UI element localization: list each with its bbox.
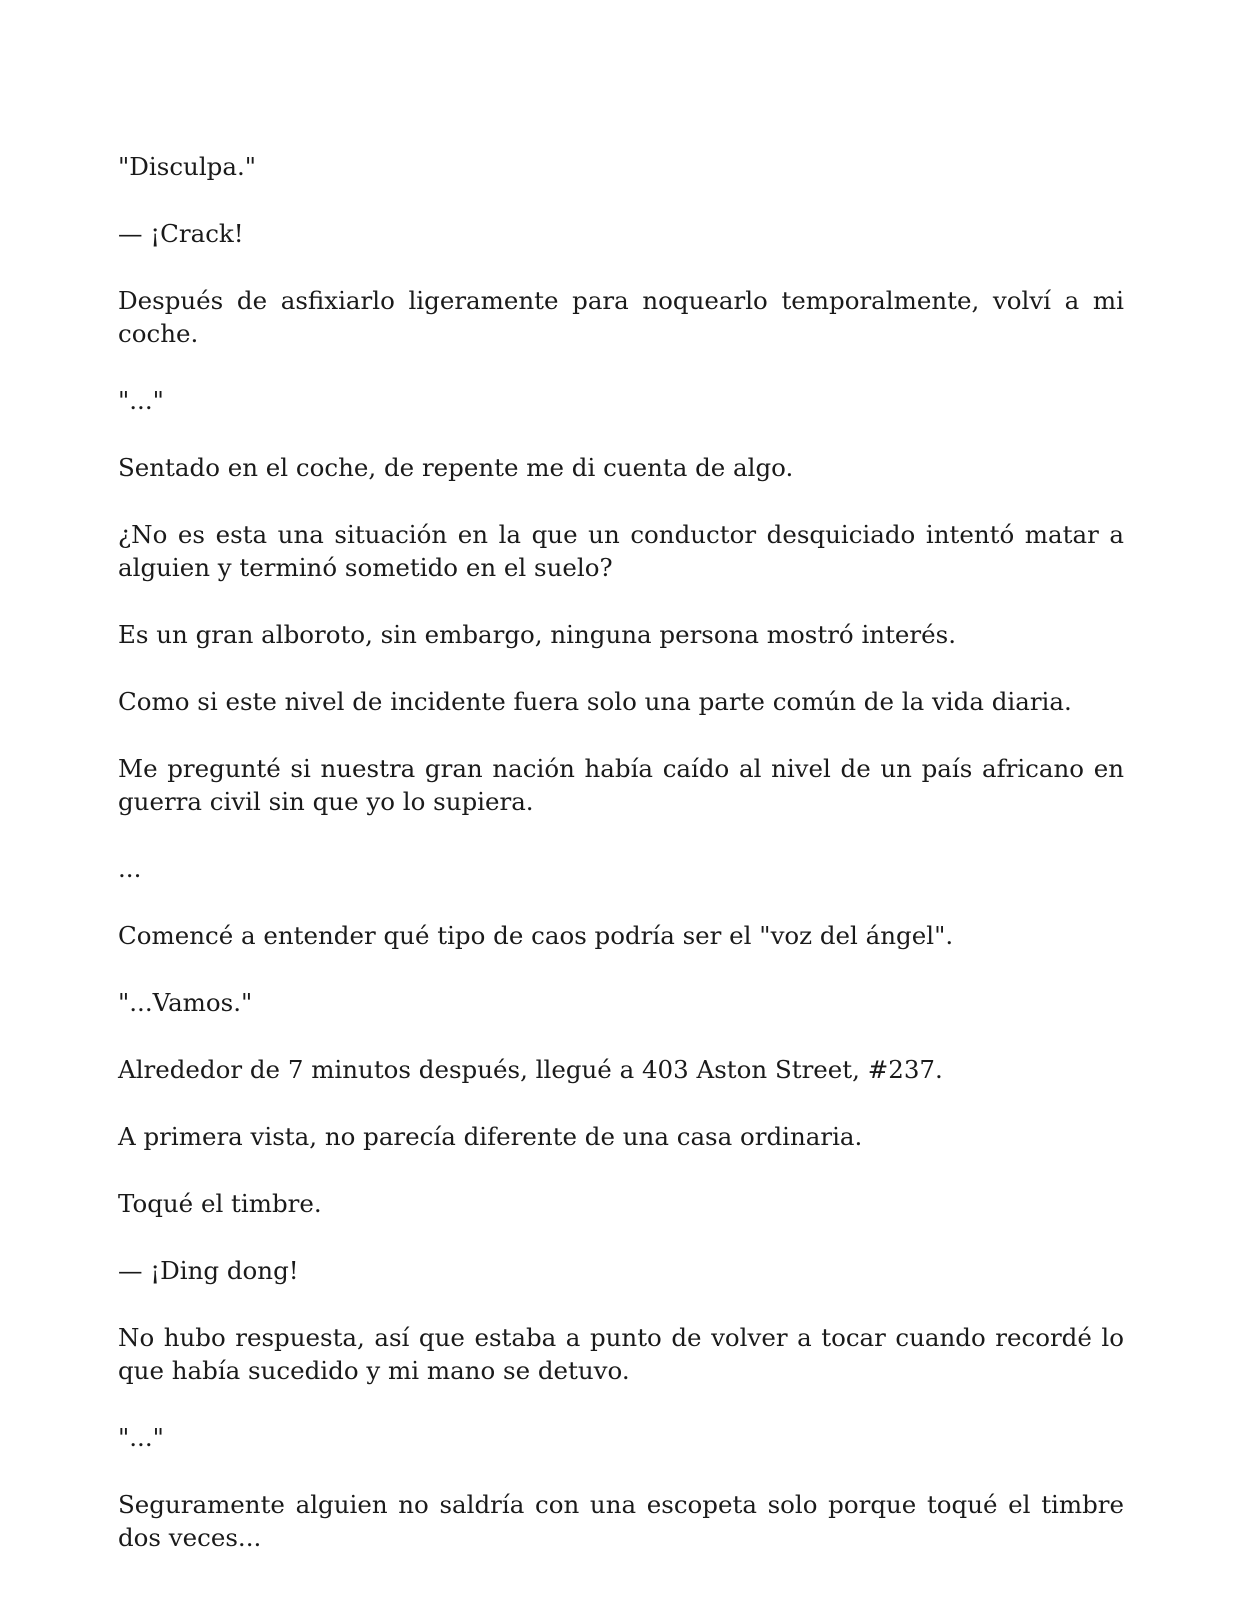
paragraph-16: — ¡Ding dong!: [118, 1256, 299, 1285]
paragraph-13: Alrededor de 7 minutos después, llegué a 403 Aston Street, #237.: [118, 1055, 943, 1084]
paragraph-4: "...": [118, 386, 164, 415]
paragraph-10: ...: [118, 854, 142, 883]
paragraph-17: No hubo respuesta, así que estaba a punto de volver a tocar cuando recordé lo que había sucedido y mi mano se detuvo.: [118, 1323, 1124, 1385]
paragraph-8: Como si este nivel de incidente fuera solo una parte común de la vida diaria.: [118, 687, 1072, 716]
paragraph-3: Después de asfixiarlo ligeramente para noquearlo temporalmente, volví a mi coche.: [118, 286, 1124, 348]
paragraph-19: Seguramente alguien no saldría con una escopeta solo porque toqué el timbre dos veces...: [118, 1490, 1124, 1552]
paragraph-15: Toqué el timbre.: [118, 1189, 322, 1218]
paragraph-11: Comencé a entender qué tipo de caos podría ser el "voz del ángel".: [118, 921, 954, 950]
paragraph-14: A primera vista, no parecía diferente de una casa ordinaria.: [118, 1122, 863, 1151]
paragraph-2: — ¡Crack!: [118, 219, 244, 248]
paragraph-5: Sentado en el coche, de repente me di cuenta de algo.: [118, 453, 794, 482]
paragraph-1: "Disculpa.": [118, 152, 257, 181]
paragraph-9: Me pregunté si nuestra gran nación había caído al nivel de un país africano en guerra civil sin que yo lo supiera.: [118, 754, 1124, 816]
paragraph-7: Es un gran alboroto, sin embargo, ninguna persona mostró interés.: [118, 620, 956, 649]
document-body: [118, 150, 1124, 1588]
paragraph-18: "...": [118, 1423, 164, 1452]
paragraph-6: ¿No es esta una situación en la que un conductor desquiciado intentó matar a alguien y terminó sometido en el suelo?: [118, 520, 1124, 582]
paragraph-12: "...Vamos.": [118, 988, 253, 1017]
